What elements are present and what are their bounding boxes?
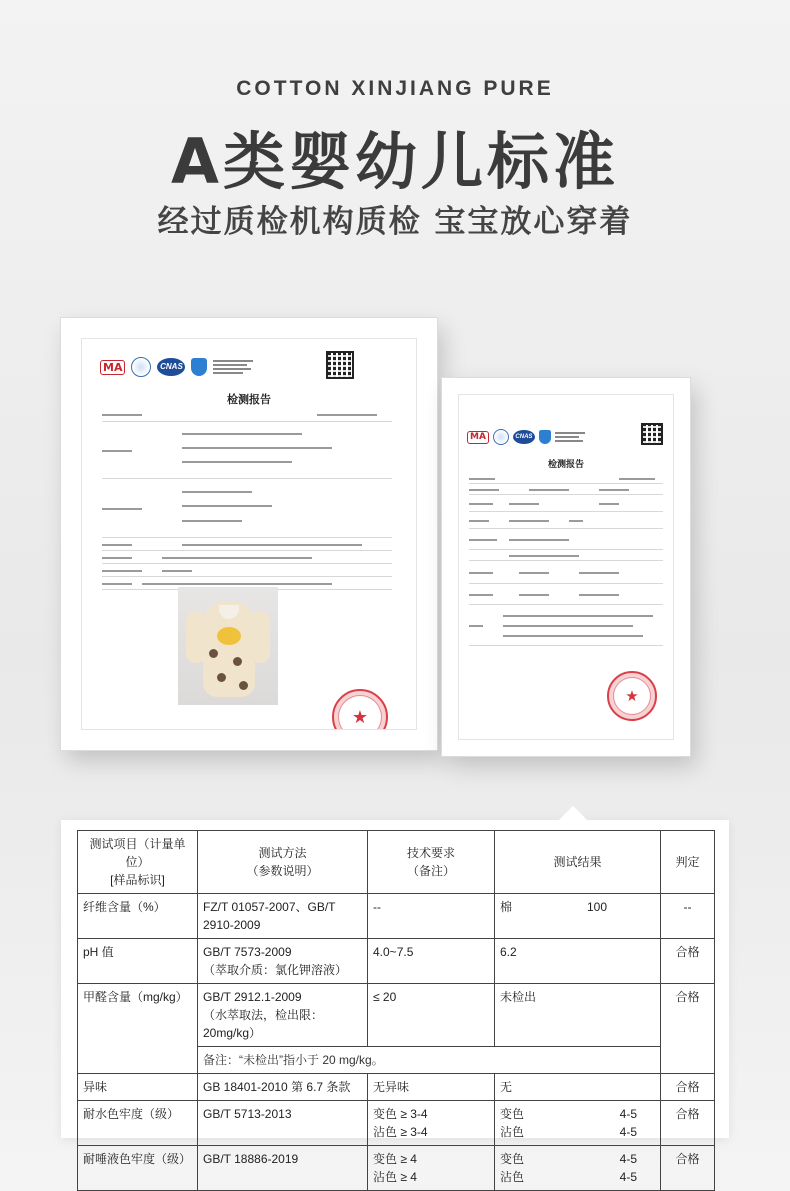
row-judgement: 合格 [661,939,715,984]
certificate-logos [467,429,585,445]
row-judgement: 合格 [661,1146,715,1191]
row-requirement: ≤ 20 [368,984,495,1047]
row-method: GB/T 7573-2009 （萃取介质：氯化钾溶液） [198,939,368,984]
row-result: 无 [495,1074,661,1101]
cnas-logo-icon: CNAS [157,358,185,376]
row-method: GB/T 5713-2013 [198,1101,368,1146]
header-judgement: 判定 [661,831,715,894]
row-result: 变色 4-5 沾色 4-5 [495,1146,661,1191]
row-item: 异味 [78,1074,198,1101]
row-result: 变色 4-5 沾色 4-5 [495,1101,661,1146]
baby-romper-shape [203,601,255,697]
certificate-document-right [458,394,674,740]
row-item: 甲醛含量（mg/kg） [78,984,198,1074]
table-row [78,1146,715,1191]
certificate-logos [100,357,253,377]
row-method: GB/T 18886-2019 [198,1146,368,1191]
issuer-text-lines [213,360,253,374]
subline: 经过质检机构质检 宝宝放心穿着 [157,204,633,240]
row-item: 纤维含量（%） [78,894,198,939]
row-item: pH 值 [78,939,198,984]
row-judgement: 合格 [661,984,715,1074]
formaldehyde-note: 备注：“未检出”指小于 20 mg/kg。 [198,1047,661,1074]
headline: A类婴幼儿标准 [171,125,619,198]
row-judgement: -- [661,894,715,939]
certificate-title: 检测报告 [547,460,584,470]
row-item: 耐水色牢度（级） [78,1101,198,1146]
certificate-frame-left [61,318,437,750]
row-result: 6.2 [495,939,661,984]
official-seal-icon: ★ [332,689,388,730]
shield-logo-icon [539,430,551,444]
product-photo [178,587,278,705]
test-results-table [77,830,715,1191]
qr-code-icon [328,353,352,377]
row-item: 耐唾液色牢度（级） [78,1146,198,1191]
row-method: FZ/T 01057-2007、GB/T 2910-2009 [198,894,368,939]
qr-code-icon [643,425,661,443]
row-requirement: 变色 ≥ 3-4 沾色 ≥ 3-4 [368,1101,495,1146]
table-row [78,1074,715,1101]
issuer-text-lines [555,432,585,442]
ilac-logo-icon [131,357,151,377]
ilac-logo-icon [493,429,509,445]
cma-logo-icon: MA [467,431,489,444]
row-requirement: -- [368,894,495,939]
cnas-logo-icon: CNAS [513,430,535,444]
row-requirement: 4.0~7.5 [368,939,495,984]
certificate-document-left [81,338,417,730]
certificate-fields [102,407,392,590]
header-item: 测试项目（计量单位） [样品标识] [78,831,198,894]
row-method: GB 18401-2010 第 6.7 条款 [198,1074,368,1101]
header-result: 测试结果 [495,831,661,894]
eyebrow-text: COTTON XINJIANG PURE [236,77,554,100]
cma-logo-icon: MA [100,360,125,375]
row-judgement: 合格 [661,1101,715,1146]
table-row [78,939,715,984]
row-judgement: 合格 [661,1074,715,1101]
header-method: 测试方法 （参数说明） [198,831,368,894]
row-result: 棉 100 [495,894,661,939]
certificate-frame-right [442,378,690,756]
row-requirement: 变色 ≥ 4 沾色 ≥ 4 [368,1146,495,1191]
table-header-row [78,831,715,894]
certificate-title: 检测报告 [227,393,271,406]
header-requirement: 技术要求 （备注） [368,831,495,894]
certificate-fields [469,473,663,646]
row-result: 未检出 [495,984,661,1047]
row-method: GB/T 2912.1-2009 （水萃取法，检出限：20mg/kg） [198,984,368,1047]
shield-logo-icon [191,358,207,376]
romper-face-patch [217,627,241,645]
test-results-panel [61,820,729,1184]
official-seal-icon: ★ [607,671,657,721]
row-requirement: 无异味 [368,1074,495,1101]
table-row [78,984,715,1047]
table-row [78,894,715,939]
table-row [78,1101,715,1146]
